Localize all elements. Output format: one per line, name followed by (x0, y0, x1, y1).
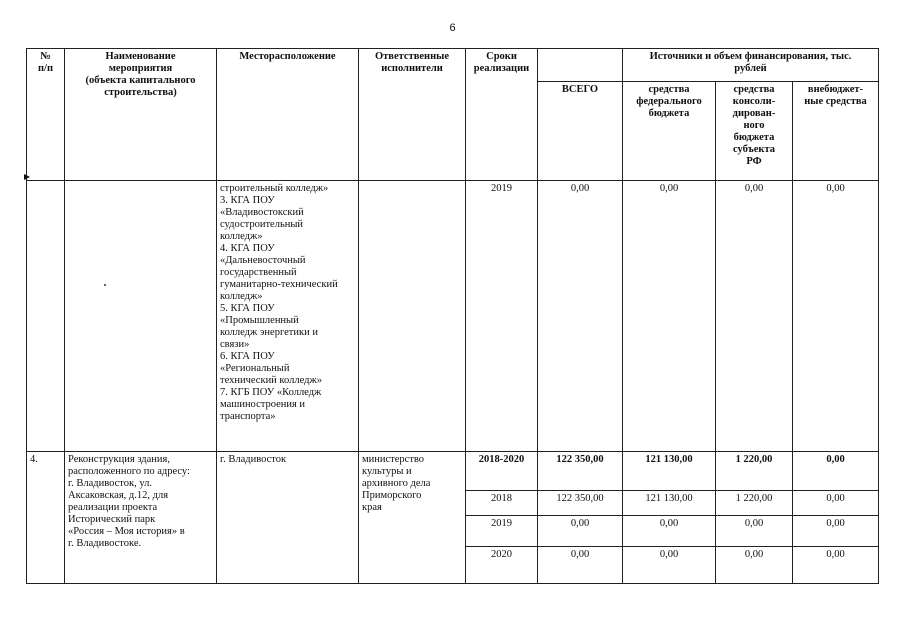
funding-table (26, 48, 879, 584)
header-sub-total: ВСЕГО (538, 82, 623, 181)
item4-total-0: 122 350,00 (538, 452, 623, 491)
item4-extra-2: 0,00 (793, 516, 879, 547)
item4-consolidated-3: 0,00 (716, 547, 793, 584)
continued-name-cell (65, 181, 217, 452)
header-sub-federal: средства федерального бюджета (623, 82, 716, 181)
scan-dot-mark (104, 284, 106, 286)
item4-federal-2: 0,00 (623, 516, 716, 547)
item4-responsible: министерство культуры и архивного дела Приморского края (359, 452, 466, 584)
header-sub-consolidated: средства консоли- дирован- ного бюджета субъекта РФ (716, 82, 793, 181)
header-col-funding: Источники и объем финансирования, тыс. рублей (623, 49, 879, 82)
page-number: 6 (449, 22, 456, 34)
header-col-period: Сроки реализации (466, 49, 538, 181)
item4-extra-1: 0,00 (793, 491, 879, 516)
item4-location: г. Владивосток (217, 452, 359, 584)
scan-arrow-mark (24, 174, 30, 180)
item4-consolidated-0: 1 220,00 (716, 452, 793, 491)
item4-total-3: 0,00 (538, 547, 623, 584)
item4-extra-0: 0,00 (793, 452, 879, 491)
header-sub-extra: внебюджет- ные средства (793, 82, 879, 181)
continued-federal-cell: 0,00 (623, 181, 716, 452)
item4-total-2: 0,00 (538, 516, 623, 547)
continued-consolidated-cell: 0,00 (716, 181, 793, 452)
continued-responsible-cell (359, 181, 466, 452)
item4-federal-3: 0,00 (623, 547, 716, 584)
item4-consolidated-1: 1 220,00 (716, 491, 793, 516)
header-col-location: Месторасположение (217, 49, 359, 181)
item4-total-1: 122 350,00 (538, 491, 623, 516)
item4-year-1: 2018 (466, 491, 538, 516)
item4-consolidated-2: 0,00 (716, 516, 793, 547)
item4-year-0: 2018-2020 (466, 452, 538, 491)
item4-federal-1: 121 130,00 (623, 491, 716, 516)
header-row (27, 49, 879, 82)
header-col-num: № п/п (27, 49, 65, 181)
continued-row (27, 181, 879, 452)
item4-name: Реконструкция здания, расположенного по адресу: г. Владивосток, ул. Аксаковская, д.12, для реализации проекта Исторический парк «Россия – Моя история» в г. Владивостоке. (65, 452, 217, 584)
item4-extra-3: 0,00 (793, 547, 879, 584)
header-empty-cell (538, 49, 623, 82)
item4-year-2: 2019 (466, 516, 538, 547)
item4-year-3: 2020 (466, 547, 538, 584)
header-col-responsible: Ответственные исполнители (359, 49, 466, 181)
item4-federal-0: 121 130,00 (623, 452, 716, 491)
continued-num-cell (27, 181, 65, 452)
item4-row-total (27, 452, 879, 491)
continued-total-cell: 0,00 (538, 181, 623, 452)
continued-location-cell: строительный колледж» 3. КГА ПОУ «Владивостокский судостроительный колледж» 4. КГА ПОУ «Дальневосточный государственный гуманитарно-технический колледж» 5. КГА ПОУ «Промышленный колледж энергетики и связи» 6. КГА ПОУ «Региональный технический колледж» 7. КГБ ПОУ «Колледж машиностроения и транспорта» (217, 181, 359, 452)
continued-extra-cell: 0,00 (793, 181, 879, 452)
continued-year-cell: 2019 (466, 181, 538, 452)
header-col-name: Наименование мероприятия (объекта капитального строительства) (65, 49, 217, 181)
item4-num: 4. (27, 452, 65, 584)
